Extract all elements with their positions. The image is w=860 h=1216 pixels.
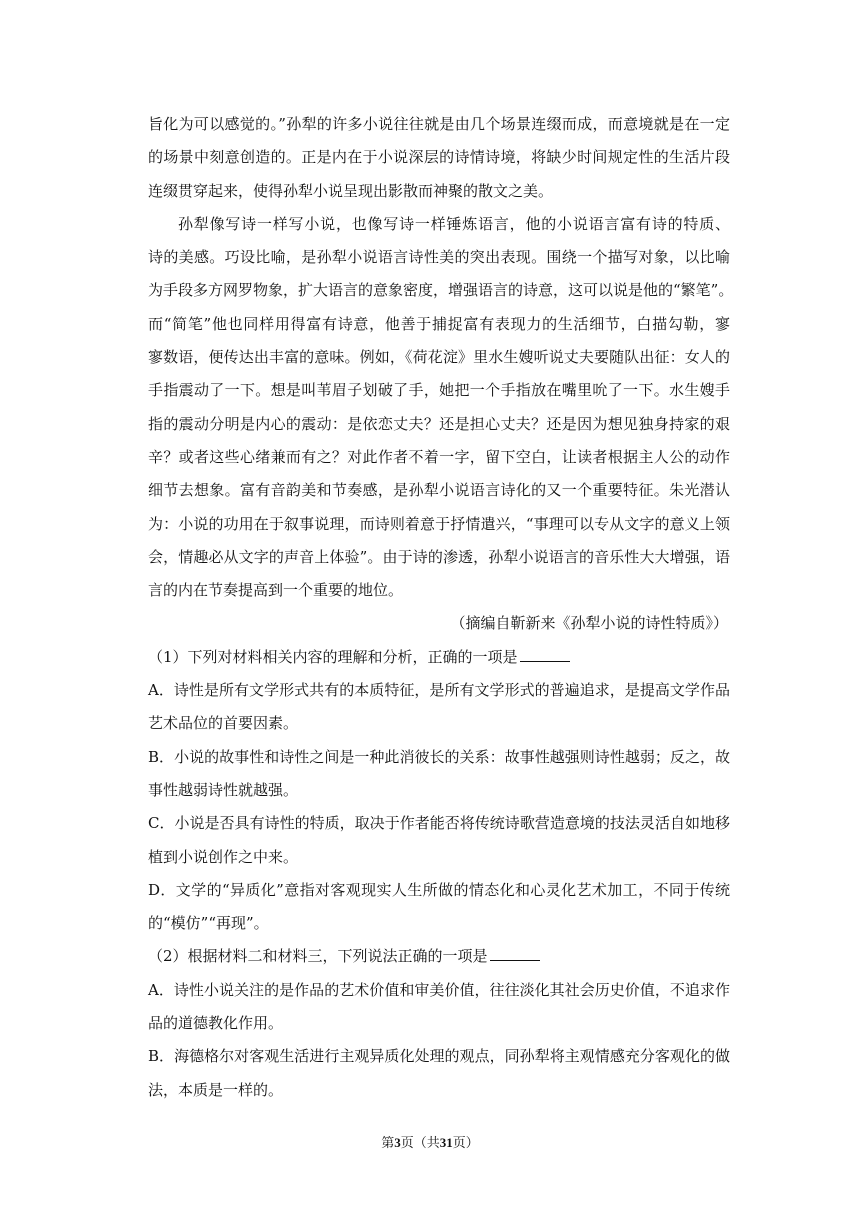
text-line: 旨化为可以感觉的。”孙犁的许多小说往往就是由几个场景连缀而成，而意境就是在一定 [148,115,730,133]
source-citation: （摘编自靳新来《孙犁小说的诗性特质》） [450,614,728,633]
text-line: 细节去想象。富有音韵美和节奏感，是孙犁小说语言诗化的又一个重要特征。朱光潜认 [148,481,730,500]
option-b: B．小说的故事性和诗性之间是一种此消彼长的关系：故事性越强则诗性越弱；反之，故 [148,747,730,766]
text-line: 的场景中刻意创造的。正是内在于小说深层的诗情诗境，将缺少时间规定性的生活片段 [148,148,730,167]
question-stem: （1）下列对材料相关内容的理解和分析，正确的一项是 [148,641,730,674]
text-line: 言的内在节奏提高到一个重要的地位。 [148,581,404,600]
text-line: 为手段多方网罗物象，扩大语言的意象密度，增强语言的诗意，这可以说是他的“繁笔”。 [148,281,734,300]
text-line: 孙犁像写诗一样写小说，也像写诗一样锤炼语言，他的小说语言富有诗的特质、 [178,214,730,233]
text-line: 诗的美感。巧设比喻，是孙犁小说语言诗性美的突出表现。围绕一个描写对象，以比喻 [148,248,730,267]
text-line: 而“简笔”他也同样用得富有诗意，他善于捕捉富有表现力的生活细节，白描勾勒，寥 [148,314,730,333]
option-b: B．海德格尔对客观生活进行主观异质化处理的观点，同孙犁将主观情感充分客观化的做 [148,1047,730,1066]
option-a: A．诗性小说关注的是作品的艺术价值和审美价值，往往淡化其社会历史价值，不追求作 [148,980,730,999]
answer-blank [490,946,540,961]
document-body [148,108,734,1107]
option-a-cont: 艺术品位的首要因素。 [148,714,299,733]
question-1 [148,641,730,941]
text-line: 指的震动分明是内心的震动：是依恋丈夫？还是担心丈夫？还是因为想见独身持家的艰 [148,414,730,433]
paragraph-2 [148,208,734,608]
option-b-cont: 事性越弱诗性就越强。 [148,780,299,799]
text-line: 寥数语，便传达出丰富的意味。例如，《荷花淀》里水生嫂听说丈夫要随队出征：女人的 [148,348,730,367]
question-stem: （2）根据材料二和材料三，下列说法正确的一项是 [148,940,730,973]
paragraph-1 [148,108,730,208]
footer-middle: 页（共 [400,1136,440,1151]
option-a-cont: 品的道德教化作用。 [148,1014,284,1033]
page-total: 31 [439,1135,453,1150]
page-number: 3 [394,1135,401,1150]
option-d: D．文学的“异质化”意指对客观现实人生所做的情态化和心灵化艺术加工，不同于传统 [148,880,730,899]
footer-prefix: 第 [381,1136,395,1151]
option-c-cont: 植到小说创作之中来。 [148,847,299,866]
answer-blank [520,647,570,662]
page-footer [0,1135,860,1152]
text-line: 连缀贯穿起来，使得孙犁小说呈现出影散而神聚的散文之美。 [148,181,554,200]
option-a: A．诗性是所有文学形式共有的本质特征，是所有文学形式的普遍追求，是提高文学作品 [148,681,730,700]
question-2 [148,940,730,1106]
text-line: 辛？或者这些心绪兼而有之？对此作者不着一字，留下空白，让读者根据主人公的动作 [148,447,730,466]
footer-suffix: 页） [452,1136,479,1151]
text-line: 会，情趣必从文字的声音上体验”。由于诗的渗透，孙犁小说语言的音乐性大大增强，语 [148,547,730,566]
text-line: 手指震动了一下。想是叫苇眉子划破了手，她把一个手指放在嘴里吮了一下。水生嫂手 [148,381,730,400]
option-d-cont: 的“模仿”“再现”。 [148,914,269,933]
option-b-cont: 法，本质是一样的。 [148,1080,284,1099]
option-c: C．小说是否具有诗性的特质，取决于作者能否将传统诗歌营造意境的技法灵活自如地移 [148,814,730,833]
text-line: 为：小说的功用在于叙事说理，而诗则着意于抒情遣兴，“事理可以专从文字的意义上领 [148,514,730,533]
